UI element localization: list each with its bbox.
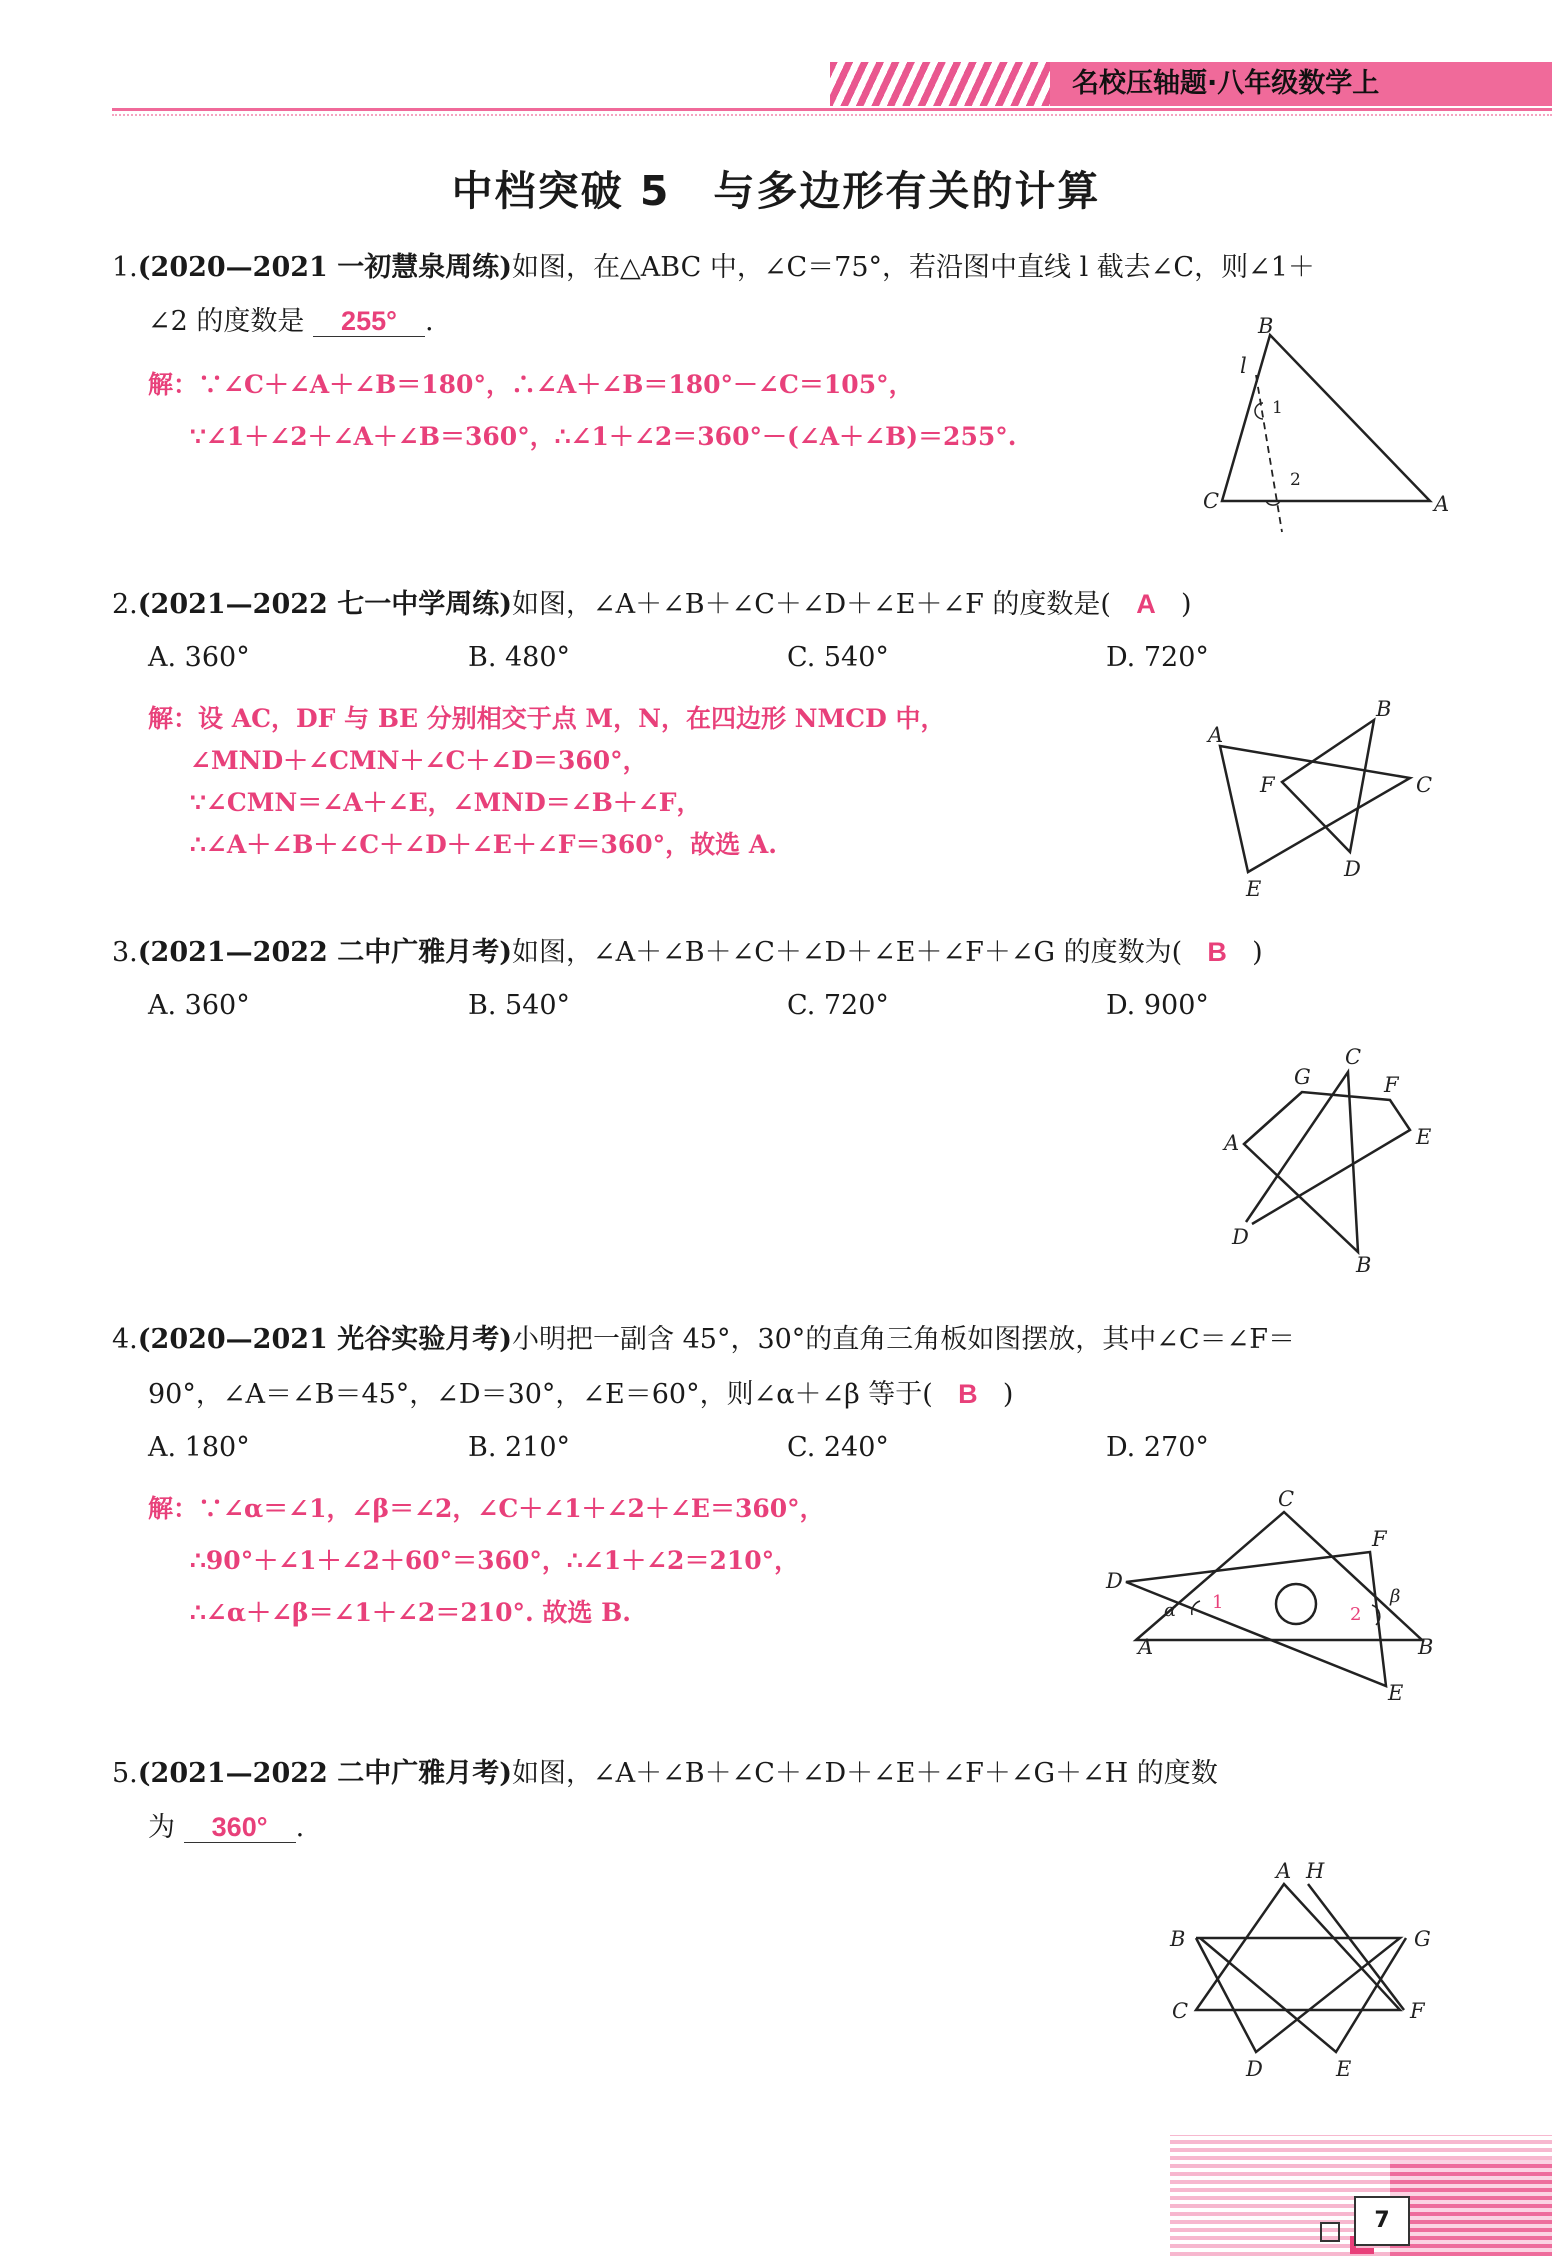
- q4-solution-3: ∴∠α＋∠β＝∠1＋∠2＝210°. 故选 B.: [190, 1598, 631, 1627]
- q3-line-1: [112, 932, 1263, 973]
- q1-solution-2: ∵∠1＋∠2＋∠A＋∠B＝360°，∴∠1＋∠2＝360°－(∠A＋∠B)＝255°.: [190, 422, 1017, 451]
- q4-label-E: E: [1388, 1681, 1404, 1705]
- q5-label-E: E: [1336, 2057, 1352, 2081]
- q1-answer: 255°: [313, 306, 425, 337]
- q4-label-A: A: [1138, 1635, 1154, 1659]
- q2-option-a: A. 360°: [148, 642, 250, 673]
- q2-label-B: B: [1376, 697, 1392, 721]
- page-number: 7: [1354, 2196, 1410, 2246]
- footer-square: [1320, 2222, 1340, 2242]
- header-title: 名校压轴题·八年级数学上: [1050, 62, 1552, 106]
- q3-close: ): [1252, 937, 1263, 968]
- q3-option-a: A. 360°: [148, 990, 250, 1021]
- q2-option-d: D. 720°: [1106, 642, 1209, 673]
- header-rule: [112, 108, 1552, 111]
- q1-end: .: [424, 306, 434, 337]
- q2-label-A: A: [1208, 723, 1224, 747]
- header-stripes: [830, 62, 1052, 106]
- q1-label-2: 2: [1290, 470, 1301, 490]
- q1-source: (2020—2021 一初慧泉周练): [137, 252, 513, 283]
- q4-source: (2020—2021 光谷实验月考): [137, 1324, 513, 1355]
- q2-label-D: D: [1344, 857, 1361, 881]
- q1-label-B: B: [1258, 314, 1274, 338]
- q4-label-D: D: [1106, 1569, 1123, 1593]
- q5-figure: [1160, 1860, 1450, 2090]
- q3-label-E: E: [1416, 1125, 1432, 1149]
- q4-answer: B: [958, 1379, 978, 1409]
- q4-line-2: [148, 1374, 1013, 1415]
- q4-label-B: B: [1418, 1635, 1434, 1659]
- q4-option-d: D. 270°: [1106, 1432, 1209, 1463]
- q3-text: 如图，∠A＋∠B＋∠C＋∠D＋∠E＋∠F＋∠G 的度数为(: [512, 937, 1183, 968]
- q3-label-A: A: [1224, 1131, 1240, 1155]
- q2-label-F: F: [1260, 773, 1275, 797]
- q5-source: (2021—2022 二中广雅月考): [137, 1758, 513, 1789]
- q5-end: .: [295, 1812, 305, 1843]
- q5-text-a: 如图，∠A＋∠B＋∠C＋∠D＋∠E＋∠F＋∠G＋∠H 的度数: [512, 1758, 1218, 1789]
- q2-figure: [1190, 697, 1450, 910]
- q4-label-F: F: [1372, 1527, 1387, 1551]
- q5-number: 5.: [112, 1758, 138, 1789]
- q5-label-F: F: [1410, 1999, 1425, 2023]
- q3-figure: [1210, 1040, 1450, 1280]
- q3-option-c: C. 720°: [787, 990, 889, 1021]
- q1-text-a: 如图，在△ABC 中，∠C＝75°，若沿图中直线 l 截去∠C，则∠1＋: [512, 252, 1315, 283]
- q4-line-1: [112, 1320, 1295, 1360]
- q2-option-c: C. 540°: [787, 642, 889, 673]
- q2-number: 2.: [112, 589, 138, 620]
- q2-solution-3: ∵∠CMN＝∠A＋∠E，∠MND＝∠B＋∠F，: [190, 788, 702, 817]
- q1-figure: [1180, 315, 1460, 545]
- q4-close: ): [1002, 1379, 1014, 1410]
- q3-answer: B: [1207, 937, 1227, 967]
- q4-label-alpha: α: [1164, 1600, 1177, 1621]
- q4-text-a: 小明把一副含 45°，30°的直角三角板如图摆放，其中∠C＝∠F＝: [512, 1324, 1295, 1355]
- q4-option-a: A. 180°: [148, 1432, 250, 1463]
- q5-label-D: D: [1246, 2057, 1263, 2081]
- page-title: 中档突破 5 与多边形有关的计算: [451, 167, 1101, 215]
- q5-label-G: G: [1414, 1927, 1431, 1951]
- q2-solution-4: ∴∠A＋∠B＋∠C＋∠D＋∠E＋∠F＝360°，故选 A.: [190, 830, 777, 859]
- q3-option-b: B. 540°: [468, 990, 571, 1021]
- q5-label-C: C: [1172, 1999, 1189, 2023]
- q4-solution-1: 解：∵∠α＝∠1，∠β＝∠2，∠C＋∠1＋∠2＋∠E＝360°，: [148, 1494, 825, 1523]
- q1-label-1: 1: [1272, 398, 1283, 418]
- q2-close: ): [1180, 589, 1192, 620]
- q3-source: (2021—2022 二中广雅月考): [137, 937, 513, 968]
- q5-line-2: [148, 1808, 304, 1848]
- q2-solution-2: ∠MND＋∠CMN＋∠C＋∠D＝360°，: [190, 746, 648, 775]
- q2-text: 如图，∠A＋∠B＋∠C＋∠D＋∠E＋∠F 的度数是(: [512, 589, 1111, 620]
- q3-label-B: B: [1356, 1253, 1372, 1277]
- q4-option-b: B. 210°: [468, 1432, 571, 1463]
- q3-number: 3.: [112, 937, 138, 968]
- q4-number: 4.: [112, 1324, 138, 1355]
- footer-stripes-dark: [1390, 2160, 1552, 2256]
- q1-label-A: A: [1434, 492, 1450, 516]
- q2-solution-1: 解：设 AC，DF 与 BE 分别相交于点 M，N，在四边形 NMCD 中，: [148, 704, 946, 733]
- q1-label-C: C: [1203, 489, 1220, 513]
- q4-text-b: 90°，∠A＝∠B＝45°，∠D＝30°，∠E＝60°，则∠α＋∠β 等于(: [148, 1379, 933, 1410]
- q4-label-C: C: [1278, 1487, 1295, 1511]
- q3-label-C: C: [1345, 1045, 1362, 1069]
- q5-label-H: H: [1306, 1859, 1325, 1883]
- q3-option-d: D. 900°: [1106, 990, 1209, 1021]
- q4-label-2: 2: [1350, 1604, 1362, 1625]
- q5-line-1: [112, 1754, 1218, 1794]
- q2-label-E: E: [1246, 877, 1262, 901]
- q1-solution-1: 解：∵∠C＋∠A＋∠B＝180°，∴∠A＋∠B＝180°－∠C＝105°，: [148, 370, 914, 399]
- q3-label-G: G: [1294, 1065, 1311, 1089]
- q5-text-b: 为: [148, 1812, 175, 1843]
- q4-label-1: 1: [1212, 1592, 1224, 1613]
- q2-source: (2021—2022 七一中学周练): [137, 589, 513, 620]
- q1-label-l: l: [1240, 354, 1247, 378]
- q2-answer: A: [1136, 589, 1156, 619]
- header-dotted-rule: [112, 114, 1552, 116]
- q3-label-D: D: [1232, 1225, 1249, 1249]
- q3-label-F: F: [1384, 1073, 1399, 1097]
- q5-answer: 360°: [184, 1812, 296, 1843]
- q5-label-B: B: [1170, 1927, 1186, 1951]
- q2-option-b: B. 480°: [468, 642, 571, 673]
- q4-option-c: C. 240°: [787, 1432, 889, 1463]
- q4-label-beta: β: [1390, 1586, 1401, 1607]
- q4-solution-2: ∴90°＋∠1＋∠2＋60°＝360°，∴∠1＋∠2＝210°，: [190, 1546, 800, 1575]
- q1-line-2: [148, 302, 434, 342]
- q1-text-b: ∠2 的度数是: [148, 306, 305, 337]
- q2-line-1: [112, 584, 1192, 625]
- q5-label-A: A: [1276, 1859, 1292, 1883]
- q2-label-C: C: [1416, 773, 1433, 797]
- q4-figure: [1100, 1487, 1450, 1710]
- q1-number: 1.: [112, 252, 138, 283]
- q1-line-1: [112, 248, 1315, 288]
